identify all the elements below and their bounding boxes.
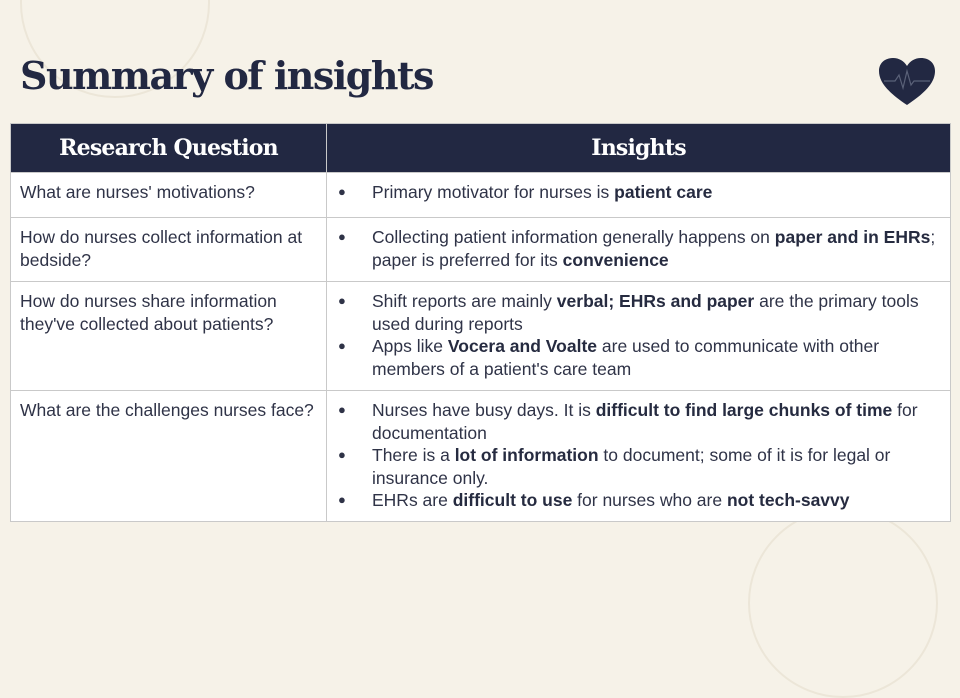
insight-text: for documentation [372, 400, 918, 443]
heart-pulse-icon [878, 57, 936, 107]
table-row [11, 218, 951, 282]
list-item [336, 335, 942, 380]
insights-cell [327, 391, 951, 522]
insight-text: ; paper is preferred for its [372, 227, 936, 270]
insights-table [10, 123, 951, 522]
insight-emphasis: paper and in EHRs [774, 227, 931, 247]
insight-emphasis: difficult to find large chunks of time [595, 400, 893, 420]
list-item [336, 399, 942, 444]
page-title: Summary of insights [20, 53, 433, 98]
insight-text: are the primary tools used during reports [372, 291, 919, 334]
insight-text: Collecting patient information generally happens on [372, 227, 775, 247]
table-row [11, 173, 951, 218]
insight-emphasis: lot of information [454, 445, 599, 465]
list-item [336, 226, 942, 271]
insights-cell [327, 282, 951, 391]
question-cell: How do nurses collect information at bedside? [11, 218, 327, 282]
insight-text: Apps like [372, 336, 448, 356]
insight-text: Shift reports are mainly [372, 291, 557, 311]
insight-emphasis: patient care [614, 182, 713, 202]
insight-text: There is a [372, 445, 455, 465]
header-insights: Insights [327, 124, 951, 173]
question-cell: How do nurses share information they've collected about patients? [11, 282, 327, 391]
insights-cell [327, 173, 951, 218]
question-cell: What are the challenges nurses face? [11, 391, 327, 522]
insight-emphasis: not tech-savvy [726, 490, 850, 510]
table-header-row [11, 124, 951, 173]
header-research-question: Research Question [11, 124, 327, 173]
insight-list [336, 399, 942, 512]
insight-list [336, 181, 942, 204]
insights-cell [327, 218, 951, 282]
decorative-circle-bottom [748, 508, 938, 698]
insight-emphasis: difficult to use [452, 490, 573, 510]
insight-text: Nurses have busy days. It is [372, 400, 596, 420]
list-item [336, 444, 942, 489]
insight-emphasis: Vocera and Voalte [447, 336, 598, 356]
table-row [11, 391, 951, 522]
list-item [336, 181, 942, 204]
insight-list [336, 290, 942, 380]
list-item [336, 489, 942, 512]
table-row [11, 282, 951, 391]
insight-text: EHRs are [372, 490, 453, 510]
insight-emphasis: verbal; EHRs and paper [556, 291, 755, 311]
insight-emphasis: convenience [562, 249, 669, 270]
insight-text: to document; some of it is for legal or insurance only. [372, 445, 891, 488]
list-item [336, 290, 942, 335]
insight-text: Primary motivator for nurses is [372, 182, 615, 202]
question-cell: What are nurses' motivations? [11, 173, 327, 218]
insight-list [336, 226, 942, 271]
insight-text: for nurses who are [572, 490, 727, 510]
insight-text: are used to communicate with other members of a patient's care team [372, 336, 880, 379]
